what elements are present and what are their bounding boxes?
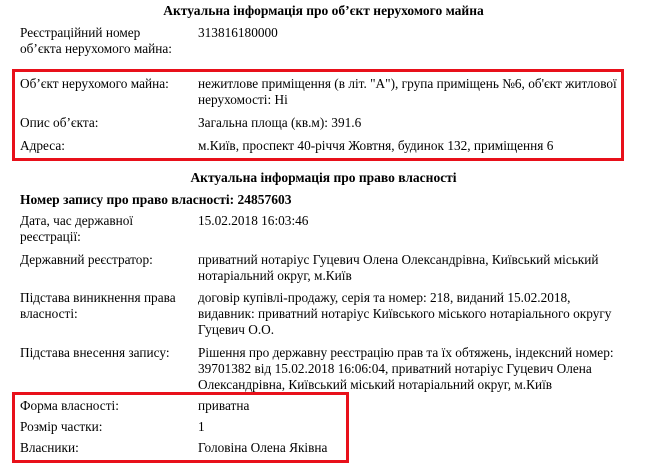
value-entry-basis: Рішення про державну реєстрацію прав та їх обтяжень, індексний номер: 39701382 від 15.02.2018 16:06:04, приватний нотаріус Гуцевич Олена Олександрівна, Київський міський нотаріальний округ, м.Київ xyxy=(198,345,614,392)
value-ownership-form: приватна xyxy=(198,398,250,413)
label-entry-basis: Підстава внесення запису: xyxy=(20,345,170,360)
label-property-object: Об’єкт нерухомого майна: xyxy=(20,76,169,91)
value-registration-number: 313816180000 xyxy=(198,25,278,40)
label-registration-number: Реєстраційний номер об’єкта нерухомого майна: xyxy=(20,25,172,56)
value-address: м.Київ, проспект 40-річчя Жовтня, будинок 132, приміщення 6 xyxy=(198,138,554,153)
section-heading-ownership: Актуальна інформація про право власності xyxy=(190,170,457,185)
record-number: Номер запису про право власності: 24857603 xyxy=(20,192,292,207)
label-ownership-basis: Підстава виникнення права власності: xyxy=(20,290,176,321)
section-heading-property: Актуальна інформація про об’єкт нерухомого майна xyxy=(163,3,484,18)
highlight-box-property xyxy=(12,69,624,161)
value-state-registrar: приватний нотаріус Гуцевич Олена Олександрівна, Київський міський нотаріальний округ, м.Київ xyxy=(198,252,599,283)
value-property-object: нежитлове приміщення (в літ. "А"), група приміщень №6, об'єкт житлової нерухомості: Ні xyxy=(198,76,617,107)
value-share-size: 1 xyxy=(198,419,205,434)
highlight-box-ownership xyxy=(12,392,349,463)
label-owners: Власники: xyxy=(20,440,79,455)
value-owners: Головіна Олена Яківна xyxy=(198,440,328,455)
value-object-description: Загальна площа (кв.м): 391.6 xyxy=(198,115,362,130)
label-ownership-form: Форма власності: xyxy=(20,398,119,413)
label-object-description: Опис об’єкта: xyxy=(20,115,99,130)
label-share-size: Розмір частки: xyxy=(20,419,103,434)
value-ownership-basis: договір купівлі-продажу, серія та номер: 218, виданий 15.02.2018, видавник: приватний нотаріус Київського міського нотаріального округу Гуцевич О.О. xyxy=(198,290,612,337)
label-address: Адреса: xyxy=(20,138,65,153)
label-state-registrar: Державний реєстратор: xyxy=(20,252,153,267)
label-registration-date: Дата, час державної реєстрації: xyxy=(20,213,134,244)
value-registration-date: 15.02.2018 16:03:46 xyxy=(198,213,309,228)
